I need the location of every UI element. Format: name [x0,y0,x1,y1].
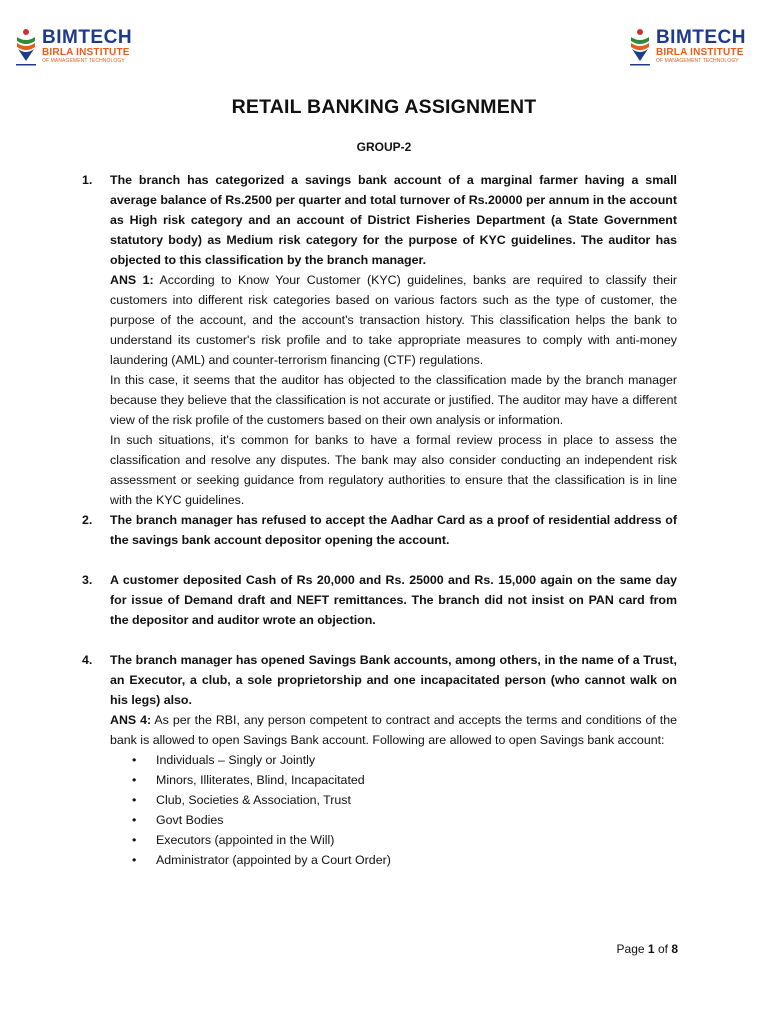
bullet-icon: • [132,793,137,807]
page-prefix: Page [616,942,645,956]
spacer [110,630,677,650]
eligibility-list [110,750,677,870]
document-body [82,170,677,870]
logo-tagline: OF MANAGEMENT TECHNOLOGY [42,58,125,64]
answer-text: As per the RBI, any person competent to contract and accepts the terms and conditions of the bank is allowed to open Savings Bank account. Following are allowed to open Savings bank account: [110,713,677,747]
list-item: • Administrator (appointed by a Court Order) [110,850,677,870]
question-text: The branch has categorized a savings bank account of a marginal farmer having a small average balance of Rs.2500 per quarter and total turnover of Rs.20000 per annum in the account as High risk category and an account of District Fisheries Department (a State Government statutory body) as Medium risk category for the purpose of KYC guidelines. The auditor has objected to this classification by the branch manager. [110,173,677,267]
answer-label: ANS 1: [110,273,154,287]
answer-1-paragraph-3: In such situations, it's common for banks to have a formal review process in place to assess the classification and resolve any disputes. The bank may also consider conducting an independent risk assessment or seeking guidance from regulatory authorities to ensure that the classification is in line with the KYC guidelines. [110,433,677,507]
logo-brand: BIMTECH [655,27,746,48]
logo-subtitle: BIRLA INSTITUTE [42,47,130,58]
bullet-icon: • [132,853,137,867]
page-of: of [657,942,668,956]
logo-brand: BIMTECH [42,27,133,48]
bullet-icon: • [132,773,137,787]
question-1 [82,170,677,270]
list-item: • Govt Bodies [110,810,677,830]
bimtech-logo-right [628,28,746,72]
group-label: GROUP-2 [356,140,412,154]
answer-text: According to Know Your Customer (KYC) guidelines, banks are required to classify their customers into different risk categories based on various factors such as the type of customer, the purpose of the account, and the account's transaction history. This classification helps the bank to understand its customer's risk profile and to take appropriate measures to comply with anti-money laundering (AML) and counter-terrorism financing (CTF) regulations. [110,273,677,367]
bullet-icon: • [132,813,137,827]
bimtech-emblem-icon [628,28,652,68]
bimtech-emblem-icon [14,28,38,68]
question-text: The branch manager has refused to accept the Aadhar Card as a proof of residential address of the savings bank account depositor opening the account. [110,513,677,547]
list-item: • Individuals – Singly or Jointly [110,750,677,770]
question-text: The branch manager has opened Savings Bank accounts, among others, in the name of a Trust, an Executor, a club, a sole proprietorship and one incapacitated person (who cannot walk on his legs) also. [110,653,677,707]
question-number: 2. [82,513,93,527]
list-item: • Executors (appointed in the Will) [110,830,677,850]
answer-1-paragraph-2: In this case, it seems that the auditor has objected to the classification made by the branch manager because they believe that the classification is not accurate or justified. The auditor may have a different view of the risk profile of the customers based on their own analysis or information. [110,373,677,427]
bullet-icon: • [132,833,137,847]
bimtech-logo-left [14,28,132,72]
question-number: 3. [82,573,93,587]
bullet-icon: • [132,753,137,767]
logo-tagline: OF MANAGEMENT TECHNOLOGY [655,58,739,64]
document-title: RETAIL BANKING ASSIGNMENT [231,96,537,118]
question-text: A customer deposited Cash of Rs 20,000 and Rs. 25000 and Rs. 15,000 again on the same day for issue of Demand draft and NEFT remittances. The branch did not insist on PAN card from the depositor and auditor wrote an objection. [110,573,677,627]
list-item: • Club, Societies & Association, Trust [110,790,677,810]
question-4 [82,650,677,710]
question-number: 4. [82,653,93,667]
page-footer [617,942,678,956]
logo-subtitle: BIRLA INSTITUTE [655,47,744,58]
list-item: • Minors, Illiterates, Blind, Incapacitated [110,770,677,790]
answer-4-intro [110,710,677,750]
page-total: 8 [671,942,678,956]
spacer [110,550,677,570]
answer-label: ANS 4: [110,713,152,727]
question-3 [82,570,677,630]
question-number: 1. [82,173,93,187]
answer-1-paragraph-1 [110,270,677,370]
question-2 [82,510,677,550]
page-number: 1 [647,942,655,956]
